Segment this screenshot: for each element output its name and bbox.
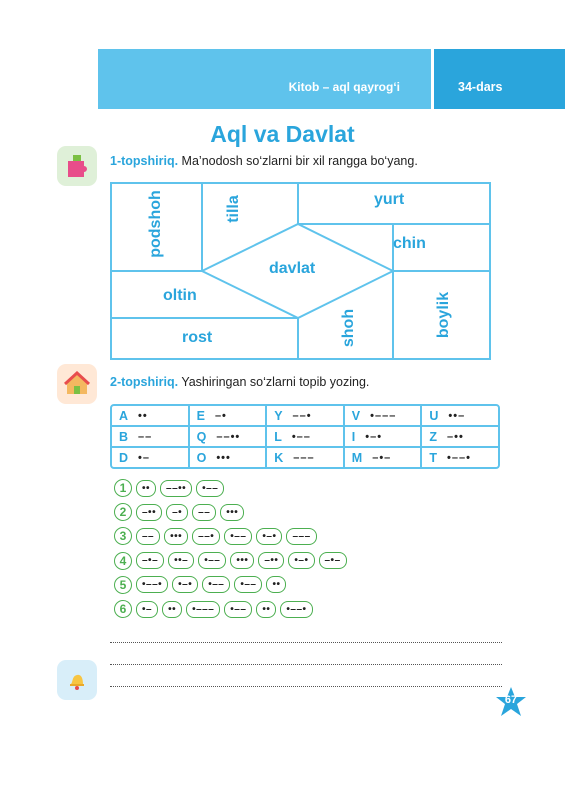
code-chip: •––	[224, 528, 252, 545]
morse-cell: U ••–	[420, 406, 498, 425]
morse-cell: D •–	[119, 450, 150, 465]
task2-instruction	[110, 375, 369, 389]
word-grid	[110, 182, 491, 360]
morse-cell: Z –••	[420, 427, 498, 446]
puzzle-row	[114, 599, 317, 619]
header-lesson-tab	[431, 49, 565, 109]
word-yurt: yurt	[374, 191, 405, 208]
code-chip: ••	[136, 480, 156, 497]
code-chip: •••	[230, 552, 254, 569]
code-chip: ––••	[160, 480, 192, 497]
task2-text: Yashiringan so‘zlarni topib yozing.	[181, 375, 370, 389]
puzzle-number: 1	[114, 479, 132, 497]
code-chip: •–•	[256, 528, 282, 545]
lesson-number: 34-dars	[458, 80, 503, 94]
code-chip: •––	[196, 480, 224, 497]
task1-instruction	[110, 154, 418, 168]
morse-cell: Q ––••	[188, 427, 266, 446]
code-chip: •––	[224, 601, 252, 618]
morse-cell: O •••	[188, 448, 266, 467]
puzzle-number: 2	[114, 503, 132, 521]
header-title: Kitob – aql qayrog‘i	[288, 80, 400, 94]
house-icon	[57, 364, 97, 404]
code-chip: ––•	[192, 528, 220, 545]
morse-cell: E –•	[188, 406, 266, 425]
code-chip: ••	[162, 601, 182, 618]
code-chip: –––	[286, 528, 316, 545]
word-chin: chin	[393, 235, 426, 252]
morse-cell: K –––	[265, 448, 343, 467]
puzzle-row	[114, 551, 351, 571]
puzzle-icon	[57, 146, 97, 186]
word-oltin: oltin	[163, 287, 197, 304]
word-shoh: shoh	[340, 308, 358, 348]
morse-cell: I •–•	[343, 427, 421, 446]
code-chip: –•	[166, 504, 188, 521]
code-chip: •–	[136, 601, 158, 618]
code-chip: •––•	[136, 576, 168, 593]
morse-row	[112, 406, 498, 425]
answer-line[interactable]	[110, 686, 502, 687]
word-rost: rost	[182, 329, 213, 346]
word-boylik: boylik	[435, 291, 453, 339]
code-chip: •–•	[172, 576, 198, 593]
code-chip: –••	[136, 504, 162, 521]
code-chip: •––	[202, 576, 230, 593]
word-davlat: davlat	[269, 260, 316, 277]
code-chip: ••	[266, 576, 286, 593]
code-chip: –•–	[319, 552, 347, 569]
morse-row	[112, 446, 498, 467]
page-number: 67	[504, 694, 518, 706]
puzzle-row	[114, 478, 228, 498]
puzzle-row	[114, 502, 248, 522]
code-chip: •–•	[288, 552, 314, 569]
code-chip: •––	[198, 552, 226, 569]
code-chip: •––	[234, 576, 262, 593]
code-chip: –•–	[136, 552, 164, 569]
puzzle-number: 6	[114, 600, 132, 618]
puzzle-number: 5	[114, 576, 132, 594]
puzzle-number: 4	[114, 552, 132, 570]
code-chip: •––•	[280, 601, 312, 618]
bell-icon	[57, 660, 97, 700]
code-chip: ––	[192, 504, 216, 521]
answer-line[interactable]	[110, 664, 502, 665]
word-tilla: tilla	[224, 195, 242, 223]
page-title: Aql va Davlat	[210, 121, 355, 147]
morse-row	[112, 425, 498, 446]
code-chip: •••	[164, 528, 188, 545]
code-chip: •••	[220, 504, 244, 521]
morse-table	[110, 404, 500, 469]
answer-line[interactable]	[110, 642, 502, 643]
task2-number: 2-topshiriq.	[110, 375, 179, 389]
morse-cell: L •––	[265, 427, 343, 446]
puzzle-row	[114, 526, 321, 546]
code-chip: •–––	[186, 601, 220, 618]
morse-cell: Y ––•	[265, 406, 343, 425]
morse-cell: M –•–	[343, 448, 421, 467]
code-chip: ––	[136, 528, 160, 545]
task1-text: Ma’nodosh so‘zlarni bir xil rangga bo‘yang.	[181, 154, 418, 168]
morse-cell: A ••	[119, 408, 148, 423]
puzzle-row	[114, 575, 290, 595]
morse-cell: B ––	[119, 429, 153, 444]
code-chip: ••	[256, 601, 276, 618]
word-podshoh: podshoh	[146, 190, 164, 258]
puzzle-number: 3	[114, 527, 132, 545]
code-chip: ••–	[168, 552, 194, 569]
code-chip: –••	[258, 552, 284, 569]
task1-number: 1-topshiriq.	[110, 154, 179, 168]
morse-cell: V •–––	[343, 406, 421, 425]
morse-cell: T •––•	[420, 448, 498, 467]
